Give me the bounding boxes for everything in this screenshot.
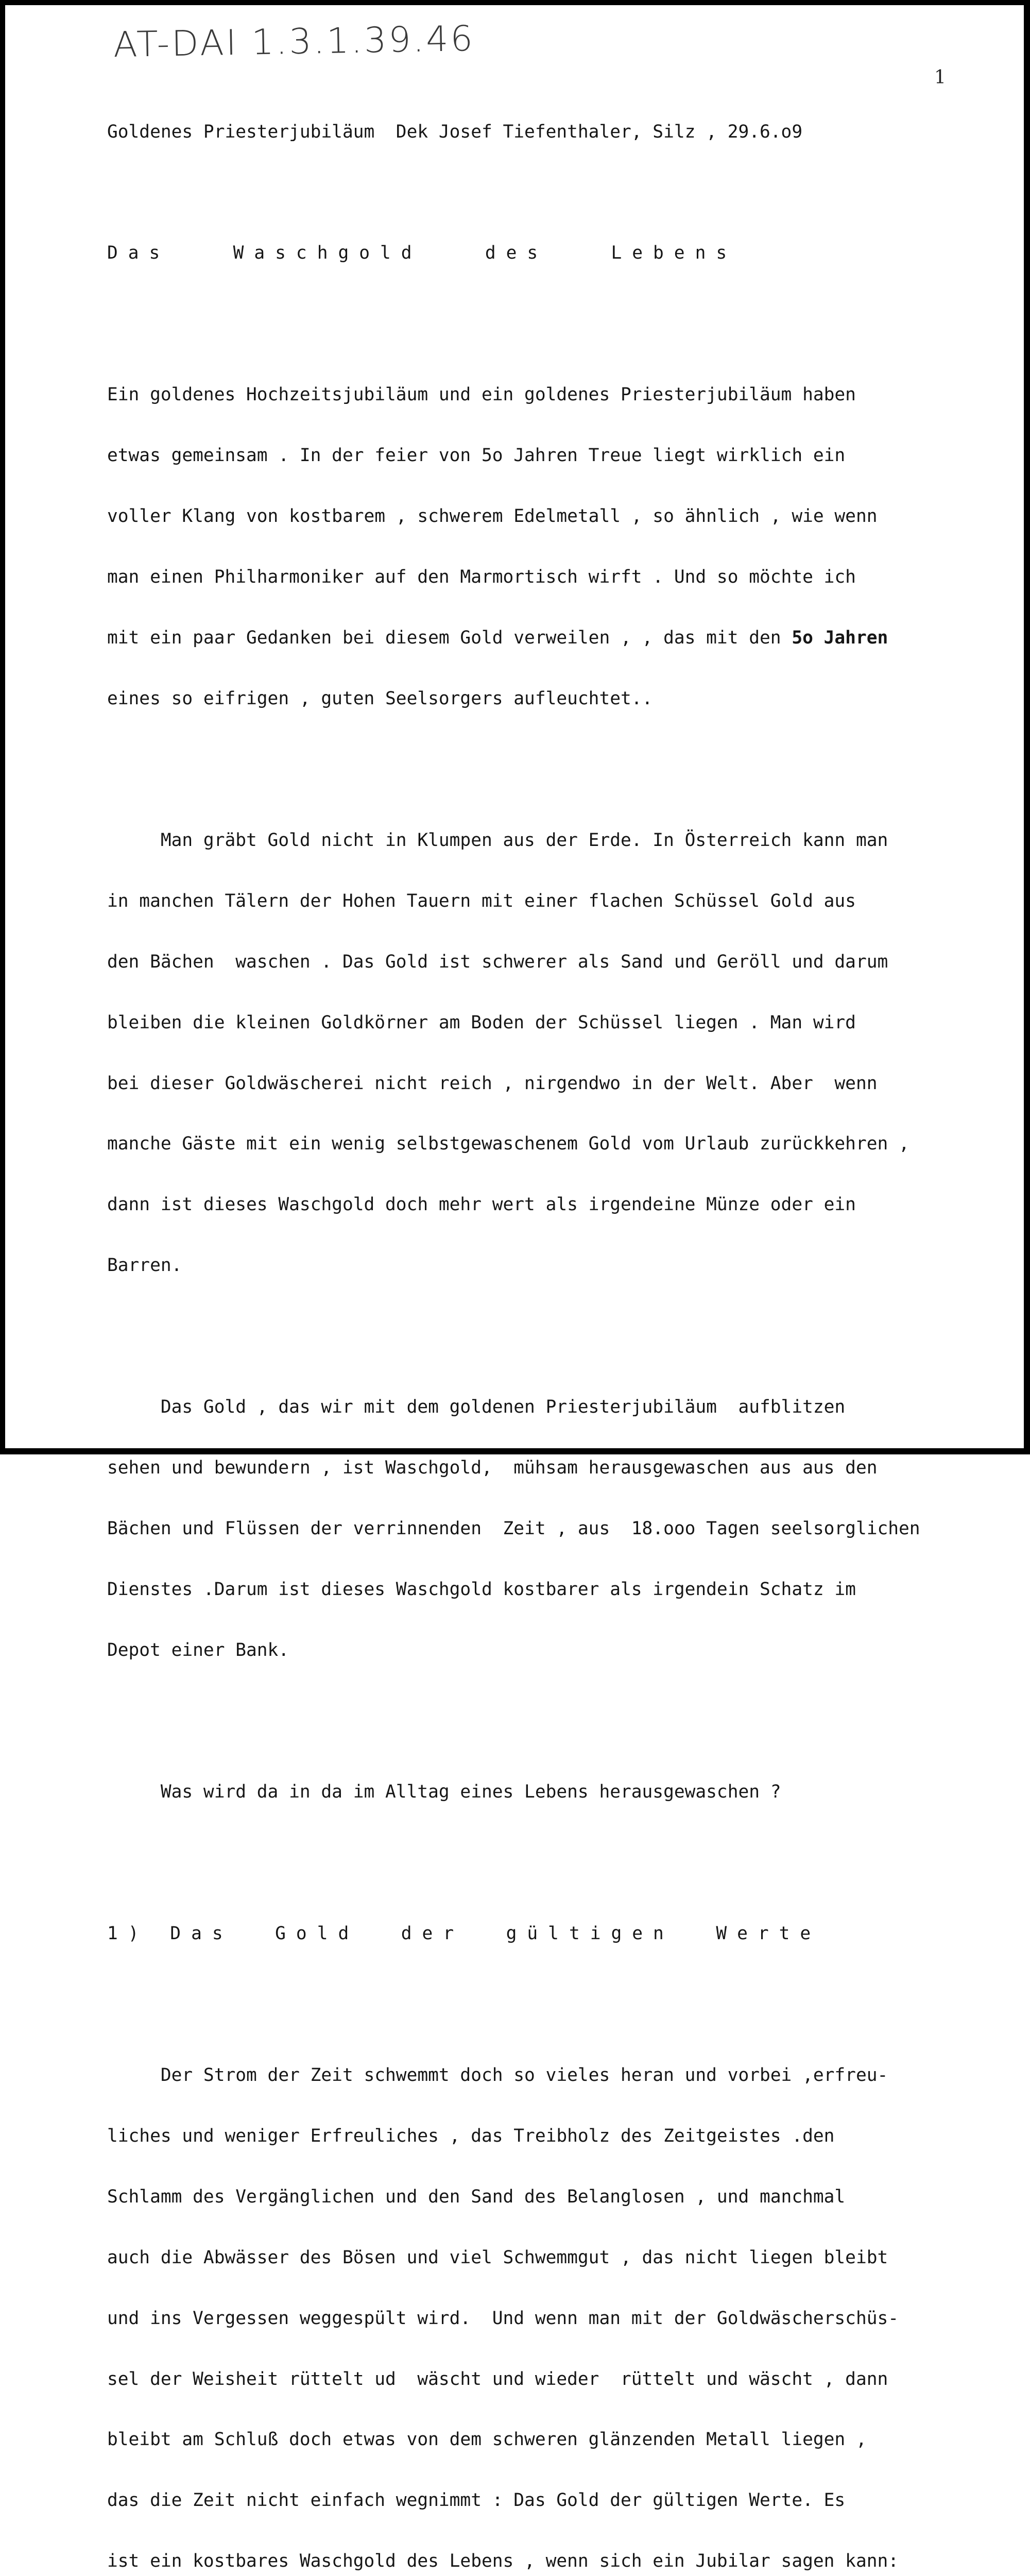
scan-border-left: [0, 0, 5, 1454]
scan-border-right: [1024, 0, 1030, 1454]
text-line: bleiben die kleinen Goldkörner am Boden der Schüssel liegen . Man wird: [107, 1012, 856, 1033]
sermon-text: [107, 81, 1014, 2576]
archive-signature: AT-DAI 1.3.1.39.46: [113, 18, 475, 66]
text-line: Barren.: [107, 1255, 182, 1276]
text-line: Bächen und Flüssen der verrinnenden Zeit , aus 18.ooo Tagen seelsorglichen: [107, 1518, 920, 1539]
text-line: etwas gemeinsam . In der feier von 5o Jahren Treue liegt wirklich ein: [107, 445, 846, 466]
text-line: das die Zeit nicht einfach wegnimmt : Das Gold der gültigen Werte. Es: [107, 2490, 846, 2511]
question-line: Was wird da in da im Alltag eines Lebens herausgewaschen ?: [107, 1781, 781, 1802]
document-header: Goldenes Priesterjubiläum Dek Josef Tiefenthaler, Silz , 29.6.o9: [107, 121, 803, 142]
text-line: ist ein kostbares Waschgold des Lebens , wenn sich ein Jubilar sagen kann:: [107, 2551, 899, 2572]
text-line: Der Strom der Zeit schwemmt doch so vieles heran und vorbei ,erfreu-: [107, 2065, 888, 2086]
text-line: man einen Philharmoniker auf den Marmortisch wirft . Und so möchte ich: [107, 567, 856, 588]
text-line: und ins Vergessen weggespült wird. Und wenn man mit der Goldwäscherschüs-: [107, 2308, 899, 2329]
text-line: sel der Weisheit rüttelt ud wäscht und wieder rüttelt und wäscht , dann: [107, 2368, 888, 2389]
text-line: Das Gold , das wir mit dem goldenen Priesterjubiläum aufblitzen: [107, 1397, 846, 1418]
text-line: den Bächen waschen . Das Gold ist schwerer als Sand und Geröll und darum: [107, 951, 888, 972]
text-line: Dienstes .Darum ist dieses Waschgold kostbarer als irgendein Schatz im: [107, 1579, 856, 1600]
text-line: bei dieser Goldwäscherei nicht reich , nirgendwo in der Welt. Aber wenn: [107, 1073, 878, 1094]
bold-emphasis: 5o Jahren: [792, 628, 888, 649]
text-line: sehen und bewundern , ist Waschgold, mühsam herausgewaschen aus aus den: [107, 1458, 878, 1479]
text-line: manche Gäste mit ein wenig selbstgewaschenem Gold vom Urlaub zurückkehren ,: [107, 1133, 909, 1155]
text-line: voller Klang von kostbarem , schwerem Edelmetall , so ähnlich , wie wenn: [107, 506, 878, 527]
section-heading: 1) Das Gold der gültigen Werte: [107, 1923, 821, 1944]
text-line: Depot einer Bank.: [107, 1639, 289, 1660]
text-line: Man gräbt Gold nicht in Klumpen aus der Erde. In Österreich kann man: [107, 829, 888, 851]
text-line: Schlamm des Vergänglichen und den Sand des Belanglosen , und manchmal: [107, 2186, 846, 2207]
text-line: bleibt am Schluß doch etwas von dem schweren glänzenden Metall liegen ,: [107, 2429, 867, 2450]
document-title: Das Waschgold des Lebens: [107, 243, 737, 264]
text-line: dann ist dieses Waschgold doch mehr wert als irgendeine Münze oder ein: [107, 1194, 856, 1215]
scan-border-top: [0, 0, 1030, 5]
text-line: Ein goldenes Hochzeitsjubiläum und ein goldenes Priesterjubiläum haben: [107, 384, 856, 405]
text-line: in manchen Tälern der Hohen Tauern mit einer flachen Schüssel Gold aus: [107, 890, 856, 911]
page-number: 1: [934, 67, 946, 88]
text-line: eines so eifrigen , guten Seelsorgers aufleuchtet..: [107, 688, 653, 709]
text-line: liches und weniger Erfreuliches , das Treibholz des Zeitgeistes .den: [107, 2125, 835, 2146]
text-line: mit ein paar Gedanken bei diesem Gold verweilen , , das mit den 5o Jahren: [107, 628, 888, 649]
text-line: auch die Abwässer des Bösen und viel Schwemmgut , das nicht liegen bleibt: [107, 2247, 888, 2268]
